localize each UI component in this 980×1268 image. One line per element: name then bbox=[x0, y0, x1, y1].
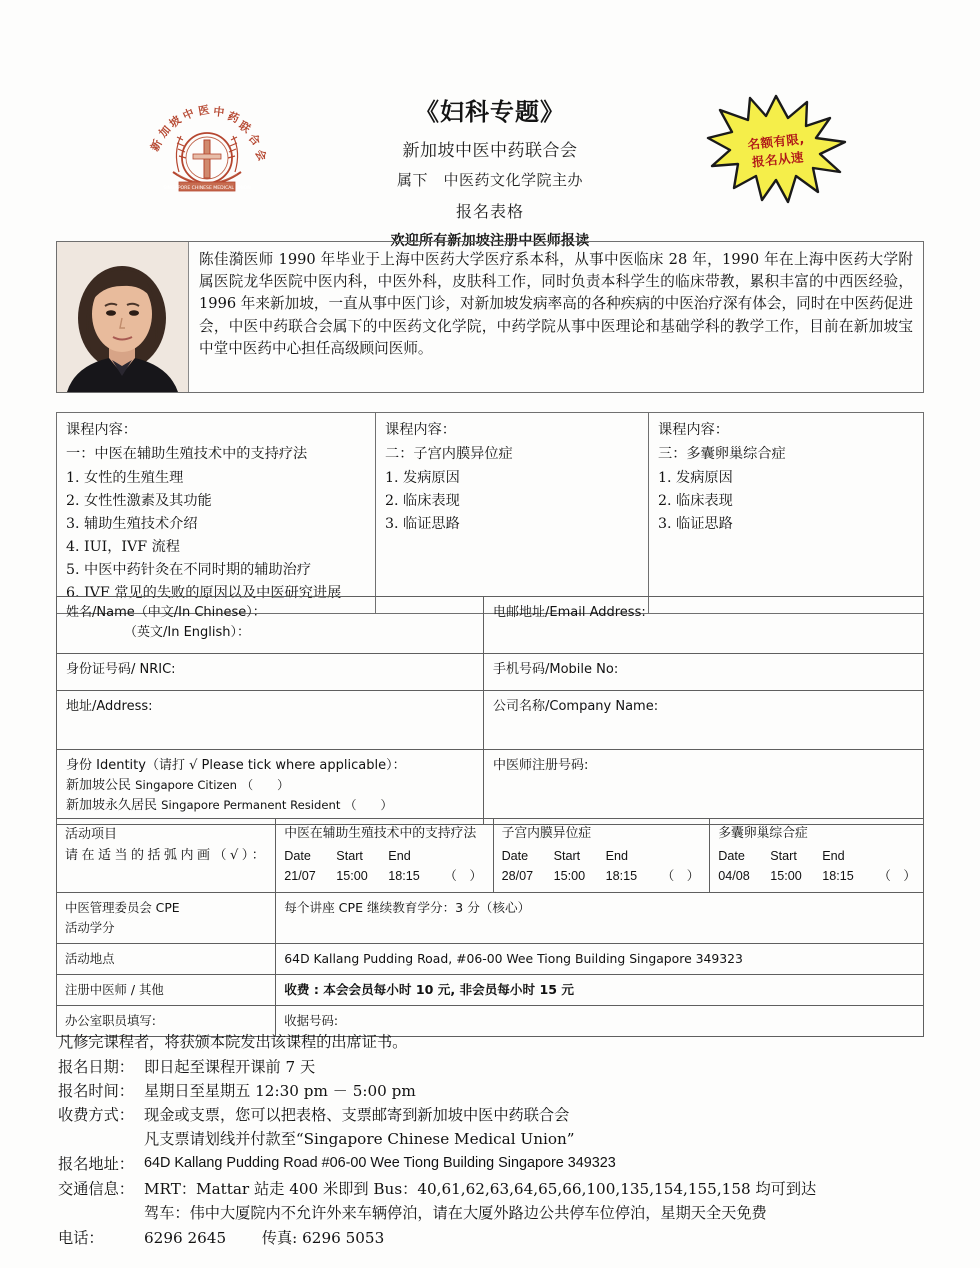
identity-citizen-checkbox[interactable]: （ ） bbox=[241, 778, 290, 793]
address-label: 地址/Address: bbox=[66, 699, 153, 714]
activity-label-cell bbox=[57, 819, 276, 893]
svg-text:会: 会 bbox=[252, 147, 269, 164]
badge-line-2: 报名从速 bbox=[751, 149, 805, 170]
course-box-2 bbox=[376, 412, 649, 614]
table-row-cpe bbox=[57, 892, 924, 943]
session-2-col-end: End bbox=[605, 848, 628, 863]
session-2-col-date: Date bbox=[501, 848, 529, 863]
cpe-value-cell: 每个讲座 CPE 继续教育学分：3 分（核心） bbox=[276, 892, 924, 943]
instructor-bio-box bbox=[56, 241, 924, 393]
starburst-icon bbox=[706, 92, 848, 210]
course-1-item-5: 5. 中医中药针灸在不同时期的辅助治疗 bbox=[66, 562, 312, 578]
session-3-start: 15:00 bbox=[770, 869, 802, 884]
note-transport-key: 交通信息： bbox=[58, 1179, 134, 1198]
course-2-heading: 课程内容： bbox=[385, 422, 456, 438]
tcm-registration-number-label: 中医师注册号码: bbox=[493, 758, 589, 773]
course-1-topic: 一：中医在辅助生殖技术中的支持疗法 bbox=[66, 446, 308, 462]
svg-text:中: 中 bbox=[212, 105, 225, 120]
venue-label-cell: 活动地点 bbox=[57, 943, 276, 974]
note-payment-value: 现金或支票，您可以把表格、支票邮寄到新加坡中医中药联合会 bbox=[144, 1106, 570, 1125]
note-payment-key: 收费方式： bbox=[58, 1106, 134, 1125]
course-1-item-6: 6. IVF 常见的失败的原因以及中医研究进展 bbox=[66, 585, 342, 601]
session-cell-3[interactable] bbox=[710, 819, 924, 893]
svg-text:坡: 坡 bbox=[166, 113, 184, 131]
course-3-topic: 三：多囊卵巢综合症 bbox=[658, 446, 786, 462]
badge-line-1: 名额有限, bbox=[746, 130, 806, 152]
course-2-topic: 二：子宫内膜异位症 bbox=[385, 446, 513, 462]
name-field-cell[interactable] bbox=[57, 597, 484, 654]
session-2-date: 28/07 bbox=[501, 869, 534, 884]
identity-heading: 身份 Identity（请打 √ Please tick where applicable）： bbox=[66, 758, 406, 773]
schedule-table bbox=[56, 818, 924, 1037]
svg-text:合: 合 bbox=[245, 131, 263, 149]
mobile-field-cell[interactable] bbox=[484, 654, 924, 691]
session-3-col-date: Date bbox=[718, 848, 745, 863]
note-registration-date bbox=[58, 1056, 938, 1079]
identity-pr-label-cn: 新加坡永久居民 bbox=[66, 798, 158, 814]
activity-label: 活动项目 bbox=[65, 827, 118, 842]
session-1-date: 21/07 bbox=[284, 869, 316, 884]
welcome-line: 欢迎所有新加坡注册中医师报读 bbox=[390, 233, 590, 249]
table-row-identity-regno bbox=[57, 750, 924, 825]
organization-logo bbox=[143, 96, 271, 208]
session-3-header bbox=[718, 846, 916, 866]
company-field-cell[interactable] bbox=[484, 691, 924, 750]
session-3-col-start: Start bbox=[770, 848, 797, 863]
course-2-item-1: 1. 发病原因 bbox=[385, 470, 460, 486]
address-field-cell[interactable] bbox=[57, 691, 484, 750]
note-registration-time-key: 报名时间： bbox=[58, 1082, 134, 1101]
table-row-address-company bbox=[57, 691, 924, 750]
mobile-label: 手机号码/Mobile No: bbox=[493, 662, 619, 677]
session-2-start: 15:00 bbox=[553, 869, 586, 884]
session-3-date: 04/08 bbox=[718, 869, 750, 884]
session-3-values bbox=[718, 866, 916, 886]
phone-number: 6296 2645 bbox=[144, 1228, 227, 1247]
session-2-end: 18:15 bbox=[605, 869, 638, 884]
course-3-item-3: 3. 临证思路 bbox=[658, 516, 733, 532]
email-label: 电邮地址/Email Address: bbox=[493, 605, 646, 620]
organiser-line: 属下 中医药文化学院主办 bbox=[396, 171, 583, 189]
note-transport bbox=[58, 1178, 938, 1201]
document-header bbox=[0, 0, 980, 249]
nric-field-cell[interactable] bbox=[57, 654, 484, 691]
session-3-checkbox[interactable]: （ ） bbox=[878, 869, 916, 884]
svg-text:新: 新 bbox=[148, 137, 165, 154]
footer-notes bbox=[58, 1031, 938, 1251]
table-row-sessions bbox=[57, 819, 924, 893]
table-row-venue bbox=[57, 943, 924, 974]
note-payment-cheque: 凡支票请划线并付款至“Singapore Chinese Medical Union” bbox=[144, 1130, 575, 1149]
course-content-row bbox=[56, 412, 924, 614]
nric-label: 身份证号码/ NRIC: bbox=[66, 662, 176, 677]
session-2-col-start: Start bbox=[553, 848, 581, 863]
note-registration-address bbox=[58, 1153, 938, 1176]
identity-pr-checkbox[interactable]: （ ） bbox=[344, 798, 393, 813]
course-3-heading: 课程内容： bbox=[658, 422, 729, 438]
form-label: 报名表格 bbox=[455, 202, 524, 221]
table-row-fee bbox=[57, 974, 924, 1005]
portrait-photo-icon bbox=[57, 242, 188, 392]
note-transport-value: MRT：Mattar 站走 400 米即到 Bus：40,61,62,63,64,65,66,100,135,154,155,158 均可到达 bbox=[144, 1179, 817, 1198]
note-registration-date-value: 即日起至课程开课前 7 天 bbox=[144, 1058, 316, 1077]
session-3-col-end: End bbox=[822, 848, 845, 863]
course-1-heading: 课程内容： bbox=[66, 422, 137, 438]
page-title: 《妇科专题》 bbox=[415, 97, 565, 126]
title-block bbox=[290, 92, 690, 250]
session-1-start: 15:00 bbox=[336, 869, 368, 884]
session-1-col-end: End bbox=[388, 848, 411, 863]
note-payment bbox=[58, 1104, 938, 1127]
course-box-3 bbox=[649, 412, 924, 614]
session-3-end: 18:15 bbox=[822, 869, 854, 884]
session-1-col-start: Start bbox=[336, 848, 363, 863]
session-1-title: 中医在辅助生殖技术中的支持疗法 bbox=[284, 826, 477, 841]
course-box-1 bbox=[56, 412, 376, 614]
identity-citizen-row[interactable] bbox=[66, 776, 475, 796]
note-transport-driving: 驾车：伟中大厦院内不允许外来车辆停泊，请在大厦外路边公共停车位停泊，星期天全天免费 bbox=[144, 1203, 767, 1222]
course-1-item-2: 2. 女性性激素及其功能 bbox=[66, 493, 212, 509]
course-1-item-3: 3. 辅助生殖技术介绍 bbox=[66, 516, 198, 532]
course-3-item-2: 2. 临床表现 bbox=[658, 493, 733, 509]
company-label: 公司名称/Company Name: bbox=[493, 699, 659, 714]
svg-text:医: 医 bbox=[197, 103, 211, 118]
email-field-cell[interactable] bbox=[484, 597, 924, 654]
note-registration-address-value: 64D Kallang Pudding Road #06-00 Wee Tiong Building Singapore 349323 bbox=[144, 1155, 616, 1172]
svg-text:加: 加 bbox=[156, 123, 174, 140]
session-1-header bbox=[284, 846, 485, 866]
svg-text:SINGAPORE CHINESE MEDICAL UNIO: SINGAPORE CHINESE MEDICAL UNION bbox=[163, 186, 251, 191]
identity-pr-row[interactable] bbox=[66, 796, 475, 816]
registration-form-table bbox=[56, 596, 924, 825]
tcm-registration-number-cell[interactable] bbox=[484, 750, 924, 825]
receipt-number-cell[interactable]: 收据号码: bbox=[276, 1006, 924, 1037]
table-row-nric-mobile bbox=[57, 654, 924, 691]
limited-seats-badge bbox=[706, 92, 848, 210]
identity-citizen-label-cn: 新加坡公民 bbox=[66, 778, 132, 794]
session-2-title: 子宫内膜异位症 bbox=[501, 826, 592, 841]
svg-text:联: 联 bbox=[236, 118, 253, 136]
cpe-label-line-2: 活动学分 bbox=[65, 919, 115, 935]
course-3-item-1: 1. 发病原因 bbox=[658, 470, 733, 486]
identity-citizen-label-en: Singapore Citizen bbox=[135, 778, 237, 793]
office-label-cell: 办公室职员填写: bbox=[57, 1006, 276, 1037]
name-chinese-label: 姓名/Name（中文/In Chinese）： bbox=[66, 605, 266, 620]
table-row-name-email bbox=[57, 597, 924, 654]
course-2-item-3: 3. 临证思路 bbox=[385, 516, 460, 532]
note-phone-key: 电话： bbox=[58, 1228, 104, 1247]
name-english-label: （英文/In English）： bbox=[124, 625, 251, 641]
organization-name: 新加坡中医中药联合会 bbox=[402, 141, 578, 161]
session-1-end: 18:15 bbox=[388, 869, 420, 884]
note-registration-time bbox=[58, 1080, 938, 1103]
fee-value-cell: 收费 : 本会会员每小时 10 元, 非会员每小时 15 元 bbox=[276, 974, 924, 1005]
svg-text:药: 药 bbox=[225, 109, 241, 126]
course-1-item-4: 4. IUI，IVF 流程 bbox=[66, 539, 180, 555]
session-cell-2[interactable] bbox=[493, 819, 710, 893]
session-1-values bbox=[284, 866, 485, 886]
identity-pr-label-en: Singapore Permanent Resident bbox=[161, 798, 341, 813]
fee-label-cell: 注册中医师 / 其他 bbox=[57, 974, 276, 1005]
identity-field-cell[interactable] bbox=[57, 750, 484, 825]
note-certificate: 凡修完课程者，将获颁本院发出该课程的出席证书。 bbox=[58, 1033, 408, 1051]
session-2-header bbox=[502, 846, 703, 866]
note-phone-value bbox=[144, 1227, 938, 1250]
session-2-values bbox=[502, 866, 703, 886]
cpe-label-line-1: 中医管理委员会 CPE bbox=[65, 899, 180, 915]
note-registration-address-key: 报名地址： bbox=[58, 1155, 134, 1174]
cpe-label-cell bbox=[57, 892, 276, 943]
course-1-item-1: 1. 女性的生殖生理 bbox=[66, 470, 184, 486]
session-1-col-date: Date bbox=[284, 848, 311, 863]
instructor-bio-text: 陈佳漪医师 1990 年毕业于上海中医药大学医疗系本科，从事中医临床 28 年，1990 年在上海中医药大学附属医院龙华医院中医内科，中医外科，皮肤科工作，同时负责本科学生的临床带教，累积丰富的中西医经验，1996 年来新加坡，一直从事中医门诊，对新加坡发病率高的各种疾病的中医治疗深有体会，同时在中医药促进会，中医中药联合会属下的中医药文化学院，中药学院从事中医理论和基础学科的教学工作，目前在新加坡宝中堂中医药中心担任高级顾问医师。 bbox=[199, 251, 913, 357]
session-3-title: 多囊卵巢综合症 bbox=[718, 826, 808, 841]
venue-value-cell: 64D Kallang Pudding Road, #06-00 Wee Tiong Building Singapore 349323 bbox=[276, 943, 924, 974]
instructor-photo bbox=[57, 242, 189, 392]
svg-text:中: 中 bbox=[180, 106, 197, 123]
note-registration-date-key: 报名日期： bbox=[58, 1058, 134, 1077]
activity-instruction: 请在适当的括弧内画（√）： bbox=[65, 848, 269, 864]
session-cell-1[interactable] bbox=[276, 819, 493, 893]
course-2-item-2: 2. 临床表现 bbox=[385, 493, 460, 509]
note-phone bbox=[58, 1227, 938, 1250]
logo-emblem-icon bbox=[143, 96, 271, 208]
session-1-checkbox[interactable]: （ ） bbox=[444, 869, 483, 884]
session-2-checkbox[interactable]: （ ） bbox=[661, 869, 700, 884]
note-registration-time-value: 星期日至星期五 12:30 pm － 5:00 pm bbox=[144, 1082, 416, 1101]
fax-label: 传真: 6296 5053 bbox=[261, 1228, 385, 1247]
